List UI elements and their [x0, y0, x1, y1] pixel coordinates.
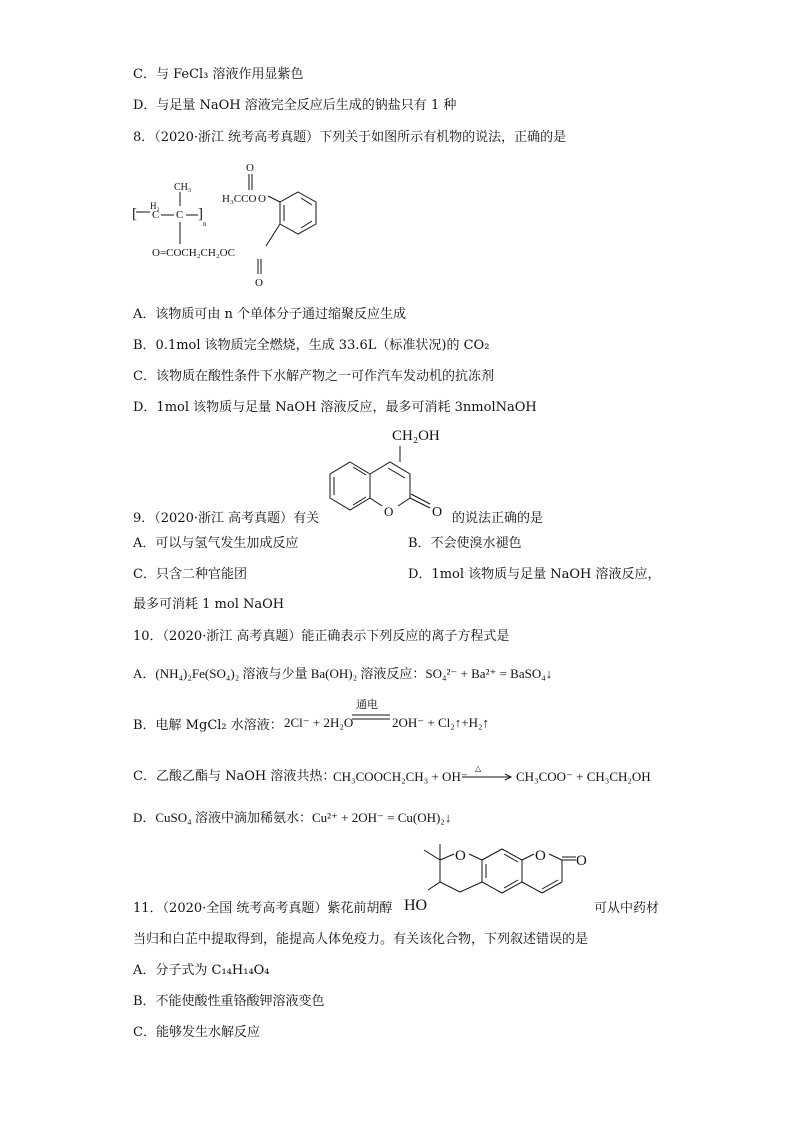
svg-text:]: ] [198, 206, 203, 222]
q9-stem-right: 的说法正确的是 [452, 511, 544, 526]
q10-option-c-lhs: CH₃COOCH₂CH₃ + OH⁻ [333, 769, 468, 784]
q9-stem-left: 9．（2020·浙江 高考真题）有关 [133, 511, 320, 526]
q11-option-a: A．分子式为 C₁₄H₁₄O₄ [133, 963, 270, 978]
q8-structure-diagram [130, 160, 350, 295]
q11-o1: O [455, 848, 466, 864]
q8-c2: C [176, 209, 184, 221]
q8-stem: 8．（2020·浙江 统考高考真题）下列关于如图所示有机物的说法，正确的是 [133, 130, 567, 145]
q9-option-d: D．1mol 该物质与足量 NaOH 溶液反应， [408, 567, 661, 582]
q9-keto-o: O [432, 505, 443, 520]
q9-option-c: C．只含二种官能团 [133, 567, 247, 582]
q8-option-b: B．0.1mol 该物质完全燃烧，生成 33.6L（标准状况)的 CO₂ [133, 338, 490, 353]
q9-option-d-continued: 最多可消耗 1 mol NaOH [133, 597, 285, 612]
q7-option-d: D．与足量 NaOH 溶液完全反应后生成的钠盐只有 1 种 [133, 98, 457, 113]
q8-h3cco: H₃CCO [222, 193, 257, 205]
q9-option-a: A．可以与氢气发生加成反应 [133, 536, 299, 551]
q10-stem: 10．（2020·浙江 高考真题）能正确表示下列反应的离子方程式是 [133, 629, 510, 644]
q11-ho: HO [404, 897, 428, 914]
q11-stem-right: 可从中药材 [594, 901, 660, 916]
q10-option-d: D．CuSO₄ 溶液中滴加稀氨水：Cu²⁺ + 2OH⁻ = Cu(OH)₂↓ [133, 810, 452, 825]
q9-structure-diagram [322, 424, 457, 524]
q10-option-b-rhs: 2OH⁻ + Cl₂↑+H₂↑ [392, 715, 490, 730]
q10-option-b-label: B．电解 MgCl₂ 水溶液： [133, 718, 283, 733]
q10-option-c-label: C．乙酸乙酯与 NaOH 溶液共热： [133, 769, 336, 784]
q8-ch3: CH₃ [174, 182, 192, 193]
q8-option-a: A．该物质可由 n 个单体分子通过缩聚反应生成 [133, 307, 407, 322]
q8-n: n [203, 220, 207, 228]
q10-option-c-condition: △ [475, 764, 482, 773]
q10-option-b-lhs: 2Cl⁻ + 2H₂O [284, 715, 354, 730]
q8-ester-chain: O=COCH₂CH₂OC [152, 247, 235, 259]
q8-h2: H₂ [150, 201, 160, 211]
q10-option-b-condition: 通电 [356, 698, 378, 711]
q9-ch2oh: CH₂OH [392, 428, 440, 444]
q10-option-a: A．(NH₄)₂Fe(SO₄)₂ 溶液与少量 Ba(OH)₂ 溶液反应：SO₄²⁻ + Ba²⁺ = BaSO₄↓ [133, 666, 553, 681]
q8-o-top: O [246, 162, 254, 174]
q9-ring-o: O [384, 504, 394, 519]
q11-o3: O [576, 853, 587, 869]
svg-text:[: [ [132, 206, 137, 222]
q11-stem-left: 11．（2020·全国 统考高考真题）紫花前胡醇 [133, 901, 393, 916]
q10-option-c-rhs: CH₃COO⁻ + CH₃CH₂OH [516, 769, 651, 784]
q11-stem-continued: 当归和白芷中提取得到，能提高人体免疫力。有关该化合物，下列叙述错误的是 [133, 932, 589, 947]
q8-o-eq: O [258, 193, 266, 205]
q8-c1: C [152, 209, 160, 221]
q11-option-b: B．不能使酸性重铬酸钾溶液变色 [133, 994, 325, 1009]
q11-o2: O [535, 848, 546, 864]
q11-option-c: C．能够发生水解反应 [133, 1025, 260, 1040]
q11-structure-diagram [400, 836, 590, 916]
q9-option-b: B．不会使溴水褪色 [408, 536, 522, 551]
q8-o-bottom: O [255, 277, 263, 289]
q10-option-b-equals-sign [352, 713, 390, 721]
q8-option-c: C．该物质在酸性条件下水解产物之一可作汽车发动机的抗冻剂 [133, 369, 494, 384]
q7-option-c: C．与 FeCl₃ 溶液作用显紫色 [133, 67, 304, 82]
q8-option-d: D．1mol 该物质与足量 NaOH 溶液反应，最多可消耗 3nmolNaOH [133, 400, 537, 415]
q10-option-c-arrow [462, 773, 514, 781]
